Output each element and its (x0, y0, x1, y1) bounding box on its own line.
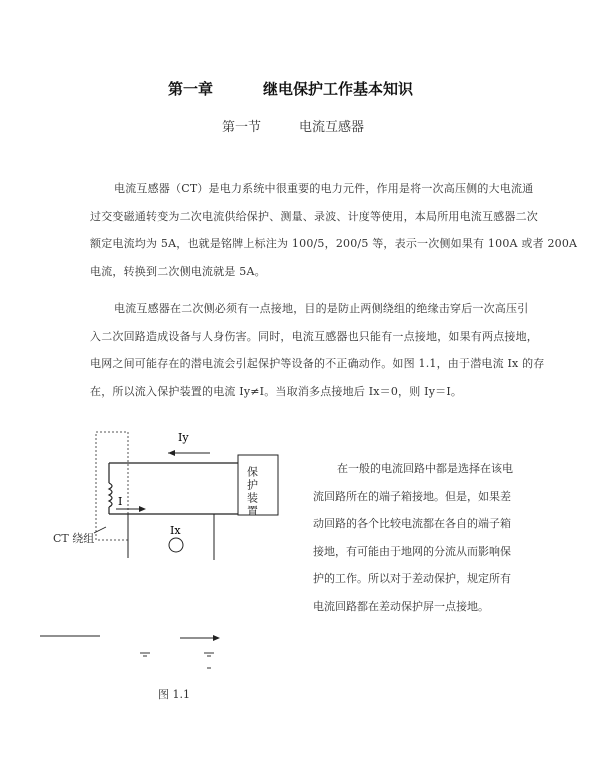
ct-winding-label: CT 绕组 (53, 532, 95, 545)
side-line: 电流回路都在差动保护屏一点接地。 (313, 599, 489, 613)
paragraph-line: 在，所以流入保护装置的电流 Iy≠I。当取消多点接地后 Ix＝0，则 Iy＝I。 (90, 384, 463, 398)
ct-coil (109, 483, 112, 507)
paragraph-line: 过交变磁通转变为二次电流供给保护、测量、录波、计度等使用，本局所用电流互感器二次 (90, 209, 538, 223)
chapter-number: 第一章 (168, 80, 214, 98)
side-line: 护的工作。所以对于差动保护，规定所有 (313, 572, 511, 585)
label-i: I (118, 495, 123, 508)
protection-device-label: 保护装置 (245, 466, 259, 518)
ground-symbol-left (140, 653, 150, 656)
ground-current-arrowhead (213, 635, 220, 641)
side-line: 流回路所在的端子箱接地。但是，如果差 (313, 489, 511, 503)
paragraph-line: 电流互感器（CT）是电力系统中很重要的电力元件，作用是将一次高压侧的大电流通 (114, 182, 534, 195)
section-number: 第一节 (222, 120, 262, 135)
side-line: 动回路的各个比较电流都在各自的端子箱 (313, 517, 511, 530)
paragraph-line: 额定电流均为 5A，也就是铭牌上标注为 100/5，200/5 等，表示一次侧如果有 100A 或者 200A (90, 237, 578, 250)
label-ix: Ix (170, 524, 181, 537)
paragraph-line: 电流，转换到二次侧电流就是 5A。 (90, 264, 266, 278)
section-title: 电流互感器 (299, 120, 365, 135)
ground-symbol-right (204, 653, 214, 656)
iy-arrowhead (168, 450, 175, 456)
figure-caption: 图 1.1 (158, 688, 190, 701)
ix-source-circle (169, 538, 183, 552)
side-paragraph (313, 455, 513, 620)
chapter-title: 继电保护工作基本知识 (263, 80, 414, 98)
i-arrowhead (139, 506, 146, 512)
side-line: 接地，有可能由于地网的分流从而影响保 (313, 544, 511, 558)
label-iy: Iy (178, 431, 189, 444)
paragraph-line: 电流互感器在二次侧必须有一点接地，目的是防止两侧绕组的绝缘击穿后一次高压引 (114, 302, 529, 315)
paragraph-line: 入二次回路造成设备与人身伤害。同时，电流互感器也只能有一点接地，如果有两点接地， (90, 329, 538, 343)
side-line: 在一般的电流回路中都是选择在该电 (337, 462, 513, 475)
paragraph-line: 电网之间可能存在的潜电流会引起保护等设备的不正确动作。如图 1.1，由于潜电流 Ix 的存 (90, 357, 545, 370)
